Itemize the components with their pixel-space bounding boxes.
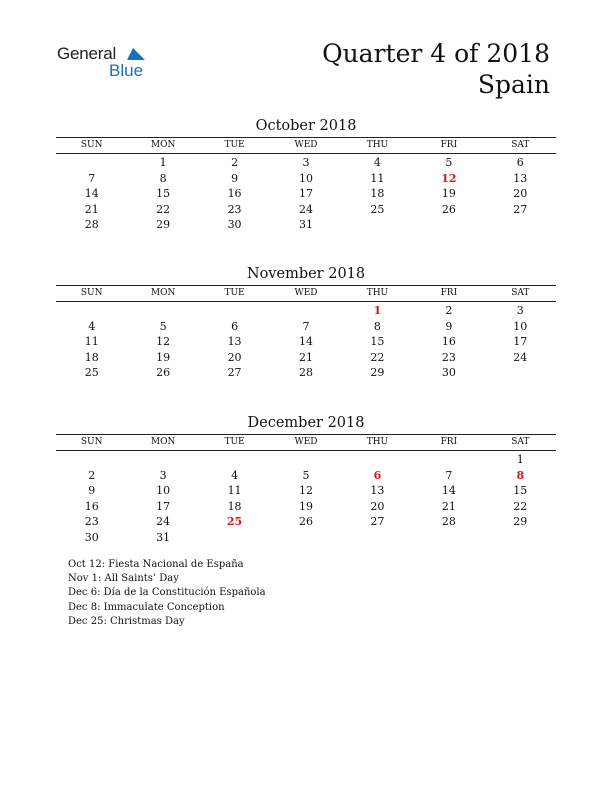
day-cell: 7: [445, 468, 453, 482]
day-cell: 9: [88, 484, 96, 497]
logo-blue-text: Blue: [109, 61, 144, 80]
day-cell: 6: [516, 156, 524, 169]
day-cell: 24: [156, 515, 171, 528]
title-quarter: Quarter 4 of 2018: [322, 39, 550, 68]
week-row: [56, 171, 556, 187]
day-cell: 5: [159, 319, 167, 333]
day-cell: 20: [513, 187, 528, 200]
day-cell: 24: [513, 350, 528, 364]
week-row: [56, 319, 556, 335]
day-cell: 10: [298, 171, 313, 185]
logo-triangle-icon: [125, 47, 147, 61]
day-cell: 17: [513, 335, 528, 348]
day-cell: 22: [156, 202, 171, 216]
day-cell: [56, 452, 127, 468]
day-cell: 23: [84, 515, 99, 528]
week-row: [56, 452, 556, 468]
day-cell: 4: [231, 468, 239, 482]
week-row: [56, 350, 556, 366]
day-cell: 27: [227, 366, 242, 379]
day-cell: [127, 303, 198, 319]
day-cell: 16: [227, 187, 242, 200]
weekday-header: THU: [366, 437, 389, 447]
day-cell: 16: [84, 499, 99, 513]
day-cell: [413, 217, 484, 233]
weekday-header: WED: [294, 437, 318, 447]
day-cell: [199, 530, 270, 546]
week-row: [56, 483, 556, 499]
holiday-day-cell: 8: [516, 468, 525, 482]
day-cell: [342, 217, 413, 233]
weekday-header-row: [56, 435, 556, 451]
day-cell: [485, 217, 556, 233]
day-cell: 18: [370, 187, 385, 200]
day-cell: [56, 155, 127, 171]
day-cell: 10: [513, 319, 528, 333]
holiday-day-cell: 1: [373, 304, 382, 317]
holiday-day-cell: 25: [226, 515, 243, 528]
day-cell: 30: [84, 530, 99, 544]
day-cell: [270, 530, 341, 546]
weekday-header: FRI: [440, 288, 458, 298]
weekday-header: SUN: [80, 140, 103, 150]
day-cell: 6: [231, 319, 239, 333]
day-cell: 7: [88, 171, 96, 185]
day-cell: 2: [88, 468, 96, 482]
weeks: [56, 302, 556, 381]
day-cell: [485, 530, 556, 546]
day-cell: 10: [156, 484, 171, 497]
weekday-header: MON: [150, 437, 176, 447]
day-cell: 13: [227, 335, 242, 348]
weekday-header: FRI: [440, 140, 458, 150]
day-cell: 2: [445, 304, 453, 317]
day-cell: 17: [156, 499, 171, 513]
title-country: Spain: [477, 70, 550, 99]
day-cell: 21: [441, 499, 456, 513]
day-cell: 19: [441, 187, 456, 200]
weekday-header: MON: [150, 140, 176, 150]
week-row: [56, 499, 556, 515]
day-cell: 1: [159, 156, 167, 169]
holiday-note: Nov 1: All Saints’ Day: [68, 573, 179, 585]
day-cell: 12: [298, 484, 313, 497]
day-cell: 12: [156, 335, 171, 348]
day-cell: 26: [156, 366, 171, 379]
day-cell: [127, 452, 198, 468]
weekday-header: TUE: [224, 288, 245, 298]
day-cell: 21: [298, 350, 313, 364]
holiday-notes: [68, 558, 266, 629]
day-cell: 9: [445, 319, 453, 333]
week-row: [56, 155, 556, 171]
day-cell: 27: [370, 515, 385, 528]
holiday-note: Dec 6: Día de la Constitución Española: [68, 587, 266, 599]
day-cell: 1: [516, 453, 524, 466]
week-row: [56, 365, 556, 381]
day-cell: 25: [370, 202, 385, 216]
week-row: [56, 186, 556, 202]
day-cell: 5: [302, 468, 310, 482]
day-cell: 29: [370, 366, 385, 379]
weeks: [56, 451, 556, 545]
day-cell: 8: [373, 319, 381, 333]
month-october: [56, 116, 556, 233]
weekday-header: WED: [294, 288, 318, 298]
day-cell: 11: [227, 484, 242, 497]
day-cell: 31: [298, 218, 313, 231]
day-cell: 14: [84, 187, 99, 200]
day-cell: [270, 452, 341, 468]
day-cell: 28: [441, 515, 456, 528]
day-cell: 3: [302, 156, 310, 169]
holiday-note: Oct 12: Fiesta Nacional de España: [68, 559, 244, 570]
holiday-day-cell: 6: [373, 468, 382, 482]
week-row: [56, 530, 556, 546]
day-cell: 5: [445, 156, 453, 169]
weekday-header: TUE: [224, 140, 245, 150]
weekday-header: SAT: [511, 437, 530, 447]
weekday-header: FRI: [440, 437, 458, 447]
holiday-day-cell: 12: [441, 171, 457, 185]
weekday-header: SUN: [80, 288, 103, 298]
page-title: [322, 38, 550, 100]
weekday-header: THU: [366, 140, 389, 150]
day-cell: 4: [373, 156, 381, 169]
day-cell: [342, 530, 413, 546]
day-cell: 8: [159, 171, 167, 185]
day-cell: 19: [298, 499, 313, 513]
day-cell: 13: [370, 484, 385, 497]
day-cell: 15: [156, 187, 171, 200]
day-cell: [413, 530, 484, 546]
day-cell: [56, 303, 127, 319]
week-row: [56, 514, 556, 530]
weekday-header: TUE: [224, 437, 245, 447]
generalblue-logo: [57, 44, 157, 80]
day-cell: 20: [227, 350, 242, 364]
day-cell: 16: [441, 335, 456, 348]
day-cell: [270, 303, 341, 319]
day-cell: 27: [513, 202, 528, 216]
day-cell: 18: [227, 499, 242, 513]
weekday-header-row: [56, 286, 556, 302]
week-row: [56, 202, 556, 218]
weeks: [56, 154, 556, 233]
day-cell: [199, 303, 270, 319]
weekday-header: WED: [294, 140, 318, 150]
day-cell: 28: [84, 218, 99, 231]
day-cell: 31: [156, 530, 171, 544]
day-cell: 15: [370, 335, 385, 348]
month-december: [56, 413, 556, 545]
weekday-header-row: [56, 138, 556, 154]
day-cell: 13: [513, 171, 528, 185]
holiday-note: Dec 8: Immaculate Conception: [68, 601, 225, 613]
day-cell: 15: [513, 484, 528, 497]
day-cell: [199, 452, 270, 468]
day-cell: 22: [513, 499, 528, 513]
week-row: [56, 334, 556, 350]
day-cell: 9: [231, 171, 239, 185]
month-title: November 2018: [246, 266, 366, 282]
day-cell: 26: [441, 202, 456, 216]
day-cell: 29: [156, 218, 171, 231]
week-row: [56, 468, 556, 484]
day-cell: 20: [370, 499, 385, 513]
day-cell: 26: [298, 515, 313, 528]
day-cell: 23: [441, 350, 456, 364]
day-cell: 18: [84, 350, 99, 364]
day-cell: 23: [227, 202, 242, 216]
day-cell: [485, 365, 556, 381]
day-cell: [342, 452, 413, 468]
day-cell: 17: [298, 187, 313, 200]
week-row: [56, 303, 556, 319]
day-cell: 21: [84, 202, 99, 216]
day-cell: 11: [84, 335, 99, 348]
weekday-header: THU: [366, 288, 389, 298]
weekday-header: SAT: [511, 288, 530, 298]
day-cell: 14: [298, 335, 313, 348]
month-title: October 2018: [255, 118, 357, 134]
month-title: December 2018: [247, 415, 365, 431]
week-row: [56, 217, 556, 233]
day-cell: 30: [441, 366, 456, 379]
day-cell: 25: [84, 366, 99, 379]
weekday-header: SAT: [511, 140, 530, 150]
day-cell: 29: [513, 515, 528, 528]
day-cell: 3: [516, 304, 524, 317]
day-cell: 30: [227, 218, 242, 231]
day-cell: 22: [370, 350, 385, 364]
logo-general-text: General: [57, 44, 117, 63]
day-cell: [413, 452, 484, 468]
day-cell: 11: [370, 171, 385, 185]
day-cell: 7: [302, 319, 310, 333]
month-november: [56, 264, 556, 381]
day-cell: 28: [298, 366, 313, 379]
day-cell: 19: [156, 350, 171, 364]
day-cell: 4: [88, 319, 96, 333]
day-cell: 14: [441, 484, 456, 497]
weekday-header: SUN: [80, 437, 103, 447]
day-cell: 2: [231, 156, 239, 169]
day-cell: 24: [298, 202, 313, 216]
holiday-note: Dec 25: Christmas Day: [68, 615, 185, 627]
day-cell: 3: [159, 468, 167, 482]
weekday-header: MON: [150, 288, 176, 298]
